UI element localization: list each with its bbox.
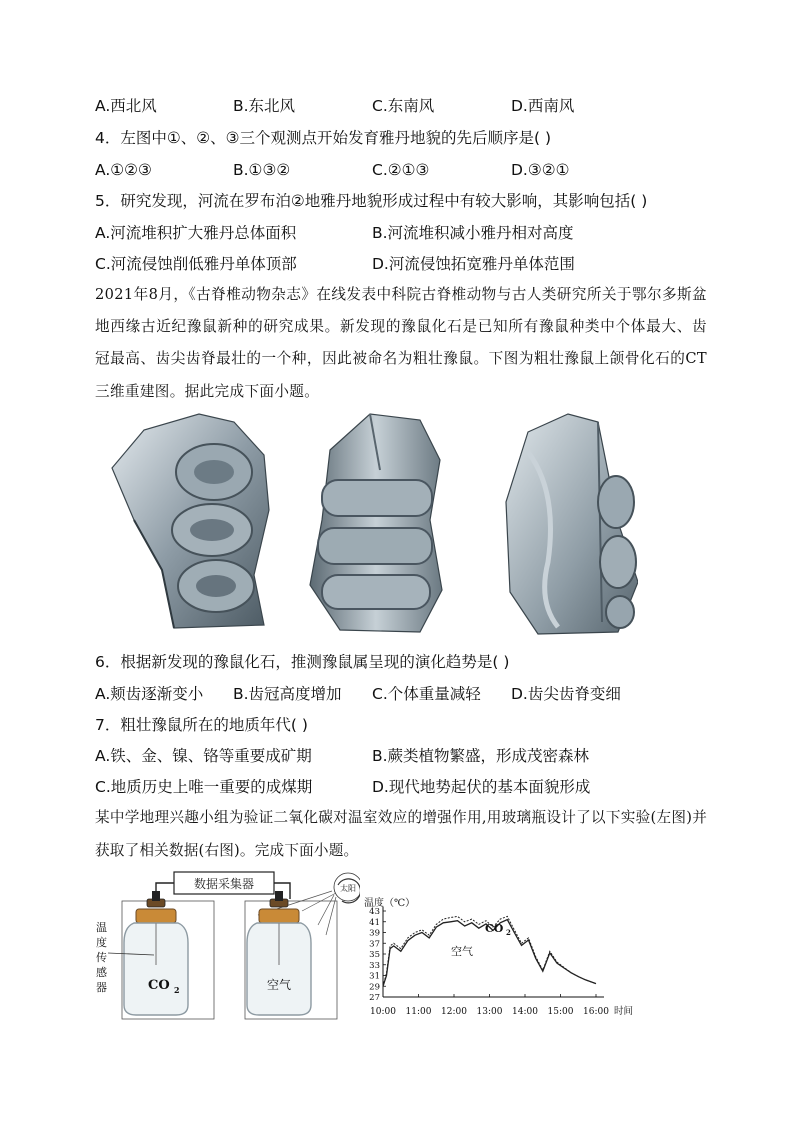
fossil-view-2-image bbox=[300, 410, 450, 636]
q3-option-d: D.西南风 bbox=[511, 97, 575, 115]
collector-label: 数据采集器 bbox=[193, 877, 255, 891]
q5-option-c: C.河流侵蚀削低雅丹单体顶部 bbox=[95, 255, 297, 273]
q7-option-d: D.现代地势起伏的基本面貌形成 bbox=[372, 778, 591, 796]
experiment-figure bbox=[90, 865, 360, 1025]
q3-option-a: A.西北风 bbox=[95, 97, 157, 115]
q5-stem: 5．研究发现，河流在罗布泊②地雅丹地貌形成过程中有较大影响，其影响包括( ) bbox=[95, 192, 648, 210]
passage-fossil: 2021年8月，《古脊椎动物杂志》在线发表中科院古脊椎动物与古人类研究所关于鄂尔多斯盆地西缘古近纪豫鼠新种的研究成果。新发现的豫鼠化石是已知所有豫鼠种类中个体最大、齿冠最高、齿尖齿脊最壮的一个种，因此被命名为粗壮豫鼠。下图为粗壮豫鼠上颌骨化石的CT三维重建图。据此完成下面小题。 bbox=[95, 286, 707, 400]
q4-option-a: A.①②③ bbox=[95, 161, 152, 179]
y-tick-label: 41 bbox=[369, 917, 380, 928]
series-label-co2: CO bbox=[485, 922, 504, 935]
q7-stem: 7．粗壮豫鼠所在的地质年代( ) bbox=[95, 716, 308, 734]
y-tick-label: 37 bbox=[369, 939, 380, 950]
sun-label: 太阳 bbox=[340, 884, 356, 893]
sensor-label-3: 传 bbox=[96, 951, 107, 964]
q6-option-a: A.颊齿逐渐变小 bbox=[95, 685, 204, 703]
q6-option-d: D.齿尖齿脊变细 bbox=[511, 685, 621, 703]
sensor-label-2: 度 bbox=[96, 936, 107, 949]
sensor-label-1: 温 bbox=[96, 921, 107, 934]
q5-option-a: A.河流堆积扩大雅丹总体面积 bbox=[95, 224, 297, 242]
y-tick-label: 39 bbox=[369, 928, 380, 939]
chart-xlabel: 时间 bbox=[614, 1006, 634, 1017]
q7-option-c: C.地质历史上唯一重要的成煤期 bbox=[95, 778, 313, 796]
y-tick-label: 33 bbox=[369, 960, 380, 971]
jar-left-label: CO bbox=[148, 978, 170, 993]
jar-left-subscript: 2 bbox=[174, 985, 180, 995]
jar-right-label: 空气 bbox=[266, 978, 292, 992]
y-tick-label: 31 bbox=[369, 971, 380, 982]
x-tick-label: 13:00 bbox=[476, 1007, 503, 1017]
q6-option-b: B.齿冠高度增加 bbox=[233, 685, 342, 703]
fossil-view-1-image bbox=[104, 410, 274, 632]
series-label-air: 空气 bbox=[451, 945, 473, 958]
passage-experiment: 某中学地理兴趣小组为验证二氧化碳对温室效应的增强作用,用玻璃瓶设计了以下实验(左图)并获取了相关数据(右图)。完成下面小题。 bbox=[95, 809, 707, 859]
x-tick-label: 16:00 bbox=[583, 1007, 609, 1017]
temperature-chart bbox=[356, 895, 646, 1025]
q3-option-b: B.东北风 bbox=[233, 97, 296, 115]
q6-stem: 6．根据新发现的豫鼠化石，推测豫鼠属呈现的演化趋势是( ) bbox=[95, 653, 510, 671]
sensor-label-4: 感 bbox=[96, 966, 107, 979]
x-tick-label: 14:00 bbox=[512, 1007, 538, 1017]
y-tick-label: 35 bbox=[369, 950, 380, 960]
q3-option-c: C.东南风 bbox=[372, 97, 435, 115]
q5-option-d: D.河流侵蚀拓宽雅丹单体范围 bbox=[372, 255, 575, 273]
y-tick-label: 27 bbox=[369, 993, 380, 1003]
q4-stem: 4．左图中①、②、③三个观测点开始发育雅丹地貌的先后顺序是( ) bbox=[95, 129, 552, 147]
chart-ylabel: 温度（℃） bbox=[364, 898, 416, 909]
q7-option-a: A.铁、金、镍、铬等重要成矿期 bbox=[95, 747, 312, 765]
x-tick-label: 15:00 bbox=[547, 1007, 574, 1017]
x-tick-label: 10:00 bbox=[370, 1007, 396, 1017]
series-label-co2-subscript: 2 bbox=[506, 928, 511, 937]
q7-option-b: B.蕨类植物繁盛，形成茂密森林 bbox=[372, 747, 590, 765]
q5-option-b: B.河流堆积减小雅丹相对高度 bbox=[372, 224, 574, 242]
q4-option-c: C.②①③ bbox=[372, 161, 430, 179]
fossil-view-3-image bbox=[498, 412, 638, 636]
q4-option-d: D.③②① bbox=[511, 161, 570, 179]
y-tick-label: 43 bbox=[369, 907, 380, 917]
sensor-label-5: 器 bbox=[96, 981, 107, 994]
x-tick-label: 12:00 bbox=[441, 1007, 467, 1017]
x-tick-label: 11:00 bbox=[405, 1007, 432, 1017]
q6-option-c: C.个体重量减轻 bbox=[372, 685, 481, 703]
q4-option-b: B.①③② bbox=[233, 161, 291, 179]
y-tick-label: 29 bbox=[369, 982, 380, 993]
